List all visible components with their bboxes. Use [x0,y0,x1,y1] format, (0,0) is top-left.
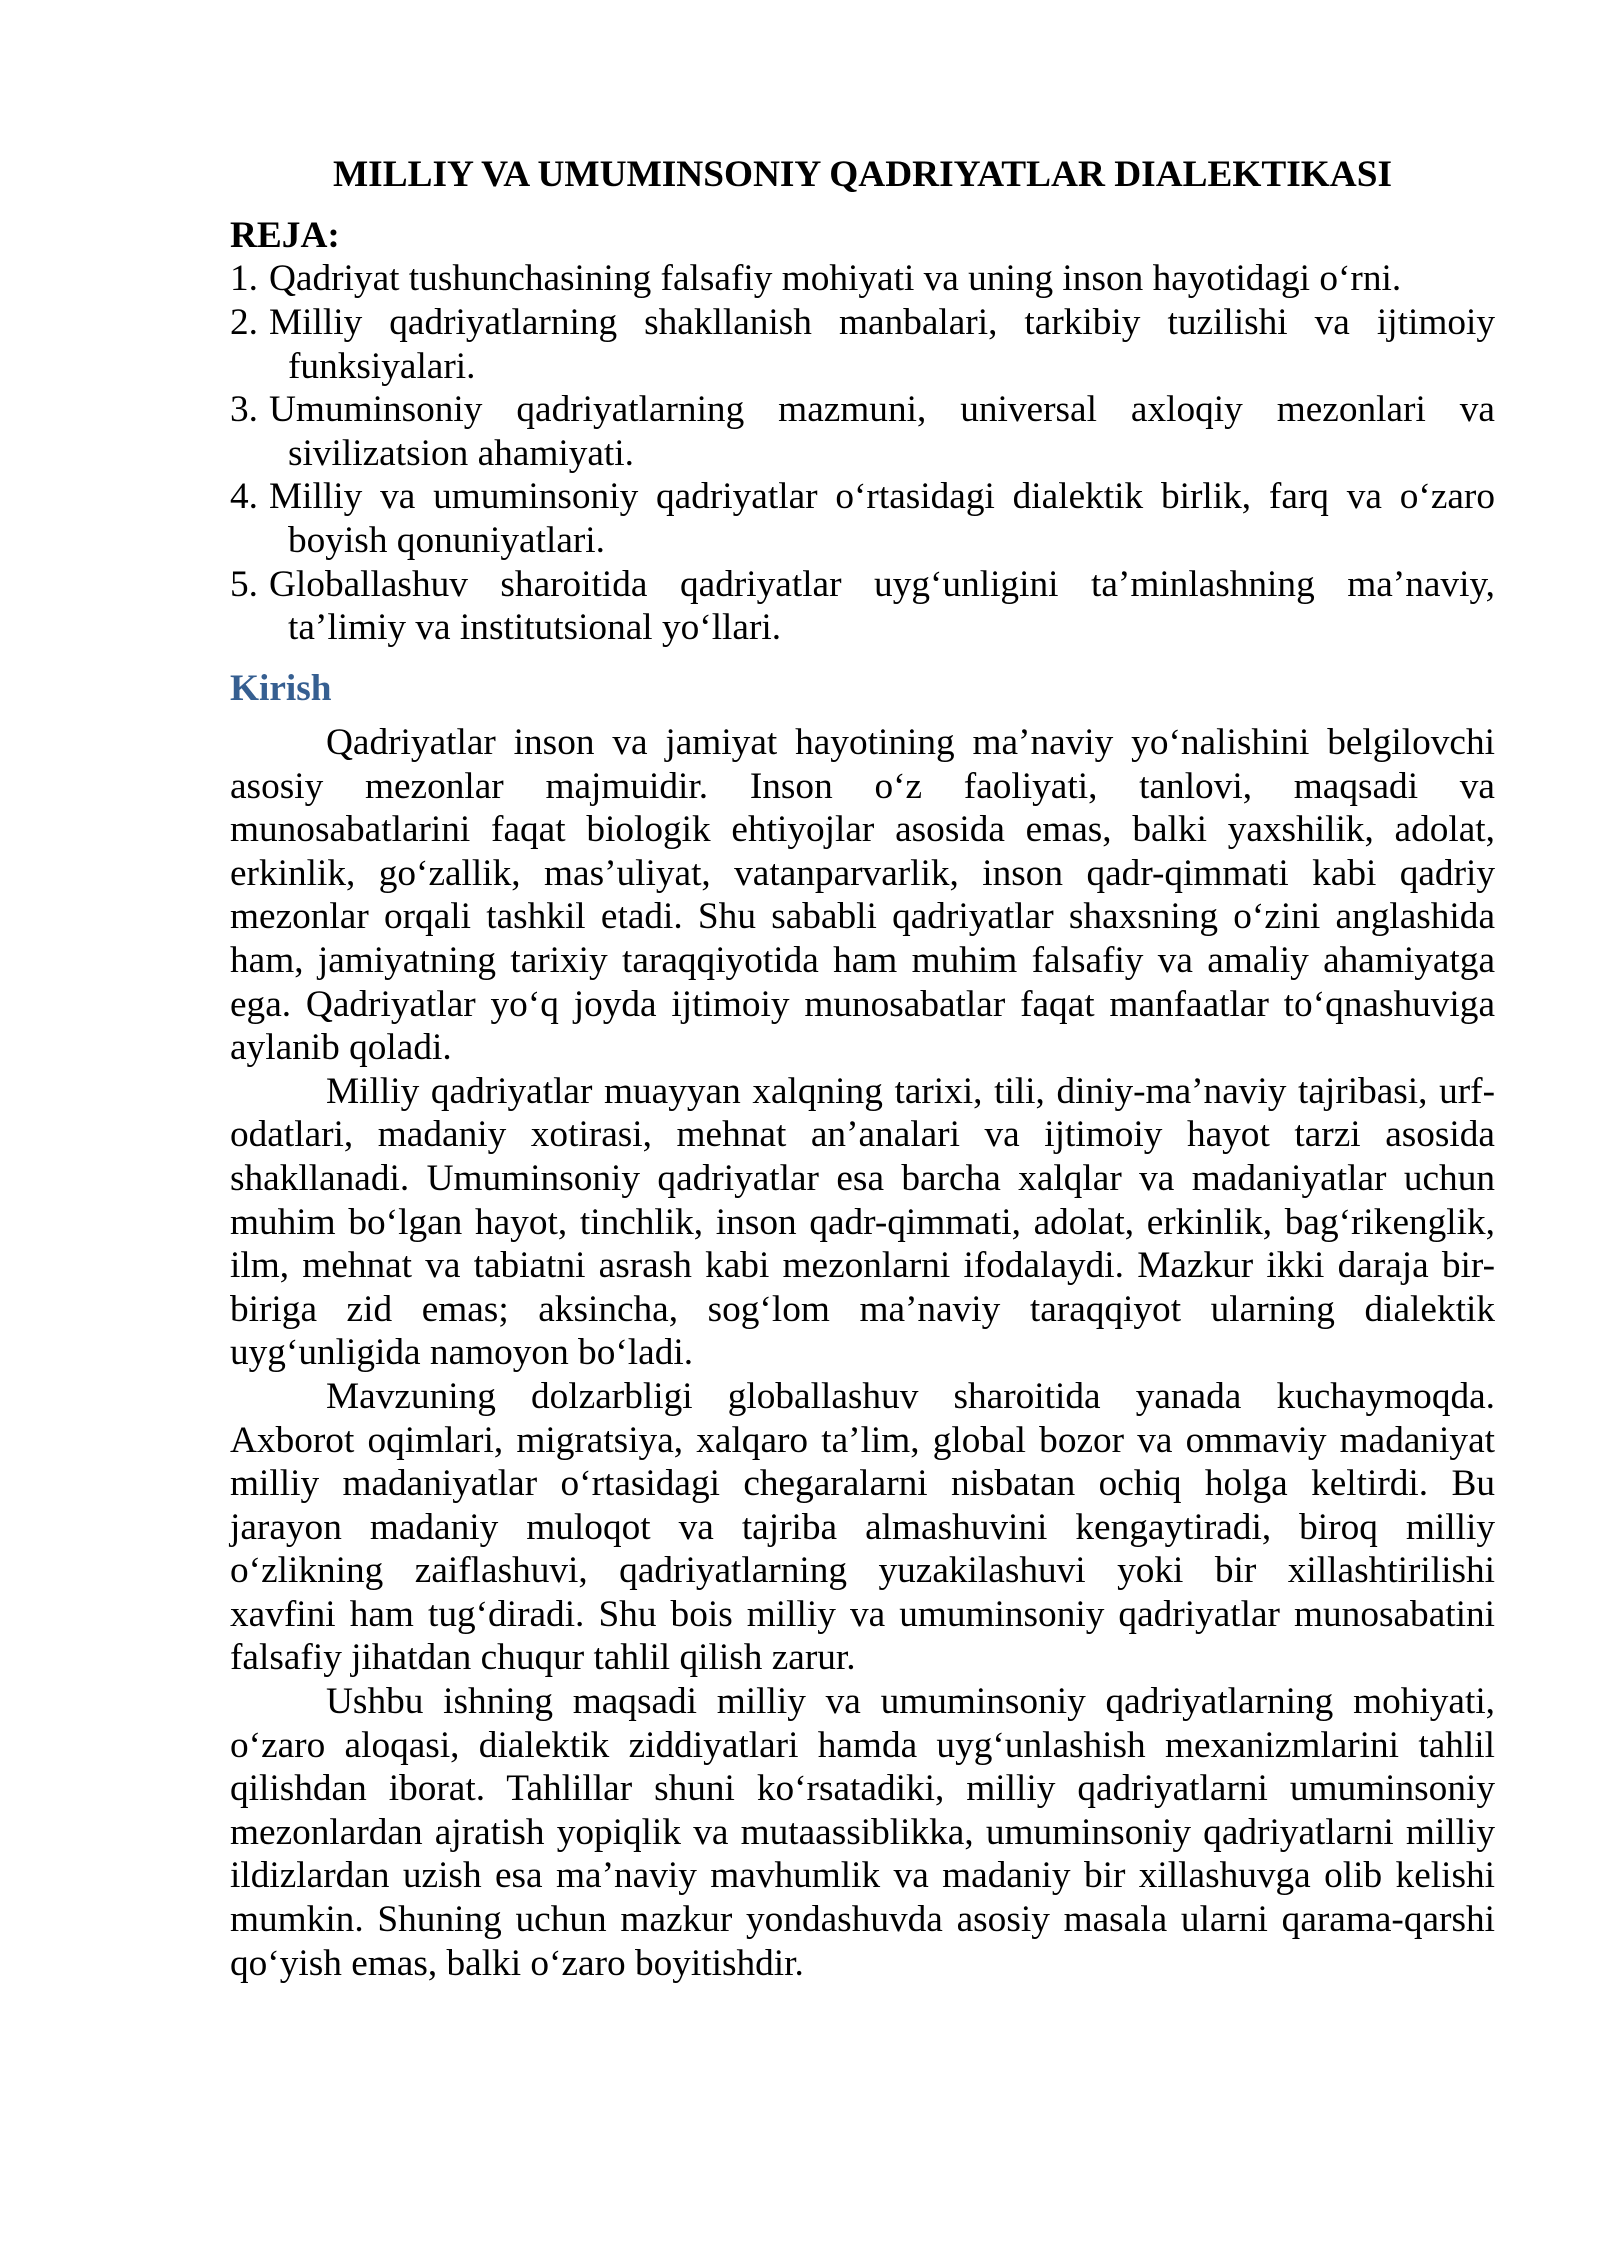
plan-item [230,301,1495,388]
paragraph-line: o‘zaro aloqasi, dialektik ziddiyatlari hamda uyg‘unlashish mexanizmlarini tahlil [230,1724,1495,1766]
plan-item-line: funksiyalari. [288,345,476,387]
paragraph-line: milliy madaniyatlar o‘rtasidagi chegaralarni nisbatan ochiq holga keltirdi. Bu [230,1463,1495,1505]
plan-item-line: sivilizatsion ahamiyati. [288,432,634,474]
paragraph-line: mezonlardan ajratish yopiqlik va mutaassiblikka, umuminsoniy qadriyatlarni milliy [230,1811,1495,1853]
plan-item [230,257,1495,301]
plan-item [230,563,1495,650]
paragraph-line: uyg‘unligida namoyon bo‘ladi. [230,1332,694,1374]
plan-item-number: 5. [230,563,258,605]
paragraph-line: mezonlar orqali tashkil etadi. Shu sababli qadriyatlar shaxsning o‘zini anglashida [230,896,1495,938]
paragraph-line: aylanib qoladi. [230,1027,452,1069]
paragraph-line: jarayon madaniy muloqot va tajriba almashuvini kengaytiradi, biroq milliy [230,1506,1495,1548]
document-title: MILLIY VA UMUMINSONIY QADRIYATLAR DIALEKTIKASI [332,153,1392,195]
plan-item-number: 2. [230,301,258,343]
paragraph-line: ham, jamiyatning tarixiy taraqqiyotida ham muhim falsafiy va amaliy ahamiyatga [230,939,1495,981]
paragraph-line: muhim bo‘lgan hayot, tinchlik, inson qadr-qimmati, adolat, erkinlik, bag‘rikenglik, [230,1201,1495,1243]
paragraph-line: falsafiy jihatdan chuqur tahlil qilish zarur. [230,1637,856,1679]
plan-item [230,475,1495,562]
paragraph-line: Mavzuning dolzarbligi globallashuv sharoitida yanada kuchaymoqda. [326,1375,1495,1417]
paragraph-line: o‘zlikning zaiflashuvi, qadriyatlarning yuzakilashuvi yoki bir xillashtirilishi [230,1550,1495,1592]
paragraph-line: xavfini ham tug‘diradi. Shu bois milliy va umuminsoniy qadriyatlar munosabatini [230,1593,1495,1635]
plan-item-line: Umuminsoniy qadriyatlarning mazmuni, universal axloqiy mezonlari va [269,389,1495,431]
paragraph-line: munosabatlarini faqat biologik ehtiyojlar asosida emas, balki yaxshilik, adolat, [230,809,1495,851]
intro-paragraph [230,721,1495,1070]
paragraph-line: Axborot oqimlari, migratsiya, xalqaro ta’lim, global bozor va ommaviy madaniyat [230,1419,1495,1461]
paragraph-line: Qadriyatlar inson va jamiyat hayotining ma’naviy yo‘nalishini belgilovchi [326,722,1495,763]
plan-item-line: Milliy va umuminsoniy qadriyatlar o‘rtasidagi dialektik birlik, farq va o‘zaro [269,476,1495,518]
paragraph-line: Milliy qadriyatlar muayyan xalqning tarixi, tili, diniy-ma’naviy tajribasi, urf- [326,1070,1495,1112]
plan-item-number: 3. [230,389,258,431]
plan-item-number: 4. [230,476,258,518]
plan-item [230,388,1495,475]
paragraph-line: qo‘yish emas, balki o‘zaro boyitishdir. [230,1942,804,1984]
plan-item-line: Globallashuv sharoitida qadriyatlar uyg‘unligini ta’minlashning ma’naviy, [269,563,1495,605]
paragraph-line: biriga zid emas; aksincha, sog‘lom ma’naviy taraqqiyot ularning dialektik [230,1288,1495,1330]
paragraph-line: qilishdan iborat. Tahlillar shuni ko‘rsatadiki, milliy qadriyatlarni umuminsoniy [230,1768,1495,1810]
paragraph-line: Ushbu ishning maqsadi milliy va umuminsoniy qadriyatlarning mohiyati, [326,1681,1495,1723]
intro-paragraph [230,1680,1495,1985]
paragraph-line: erkinlik, go‘zallik, mas’uliyat, vatanparvarlik, inson qadr-qimmati kabi qadriy [230,852,1495,894]
paragraph-line: mumkin. Shuning uchun mazkur yondashuvda asosiy masala ularni qarama-qarshi [230,1899,1495,1941]
intro-paragraph [230,1375,1495,1680]
plan-heading: REJA: [230,214,340,256]
intro-paragraph [230,1070,1495,1375]
paragraph-line: shakllanadi. Umuminsoniy qadriyatlar esa barcha xalqlar va madaniyatlar uchun [230,1157,1495,1199]
plan-list [230,257,1495,649]
paragraph-line: ilm, mehnat va tabiatni asrash kabi mezonlarni ifodalaydi. Mazkur ikki daraja bir- [230,1245,1495,1287]
plan-item-line: Milliy qadriyatlarning shakllanish manbalari, tarkibiy tuzilishi va ijtimoiy [269,301,1495,343]
intro-paragraphs [230,721,1495,1985]
paragraph-line: ildizlardan uzish esa ma’naviy mavhumlik va madaniy bir xillashuvga olib kelishi [230,1855,1495,1897]
plan-item-line: Qadriyat tushunchasining falsafiy mohiyati va uning inson hayotidagi o‘rni. [269,258,1402,300]
plan-item-number: 1. [230,258,258,300]
plan-item-line: ta’limiy va institutsional yo‘llari. [288,607,782,649]
paragraph-line: ega. Qadriyatlar yo‘q joyda ijtimoiy munosabatlar faqat manfaatlar to‘qnashuviga [230,983,1495,1025]
plan-item-line: boyish qonuniyatlari. [288,519,605,561]
paragraph-line: odatlari, madaniy xotirasi, mehnat an’analari va ijtimoiy hayot tarzi asosida [230,1114,1495,1156]
paragraph-line: asosiy mezonlar majmuidir. Inson o‘z faoliyati, tanlovi, maqsadi va [230,765,1495,807]
document-body [230,153,1495,1986]
section-heading-intro: Kirish [230,668,332,710]
